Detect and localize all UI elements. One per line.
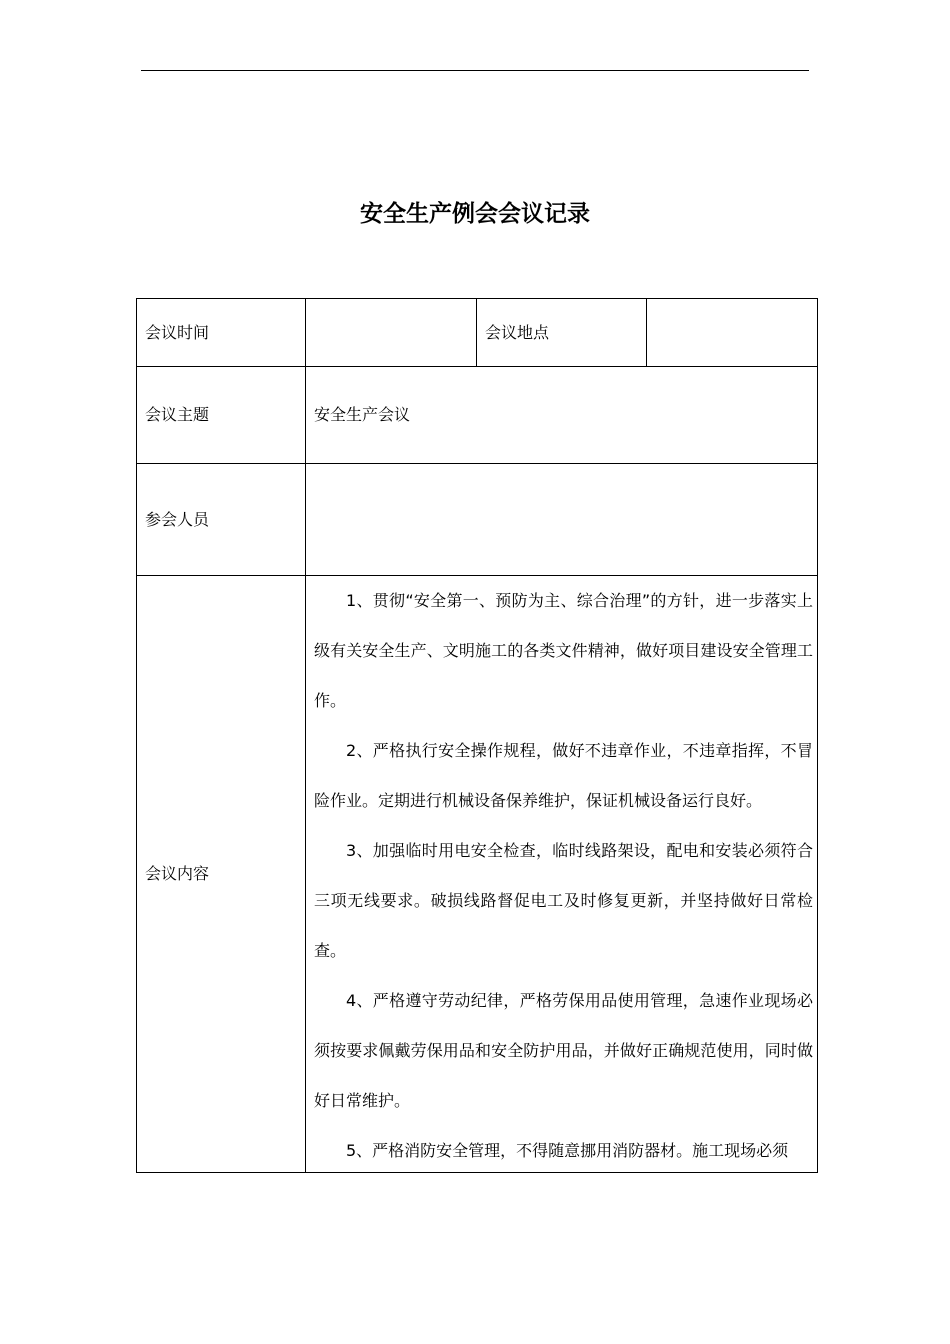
meeting-record-table	[136, 298, 818, 1173]
topic-label: 会议主题	[137, 367, 306, 464]
header-rule	[141, 70, 809, 71]
content-item-1: 1、贯彻“安全第一、预防为主、综合治理”的方针，进一步落实上级有关安全生产、文明施工的各类文件精神，做好项目建设安全管理工作。	[314, 591, 813, 710]
location-label: 会议地点	[477, 299, 647, 367]
table-row-attendees	[137, 464, 818, 576]
table-row-topic	[137, 367, 818, 464]
attendees-label: 参会人员	[137, 464, 306, 576]
content-item-2: 2、严格执行安全操作规程，做好不违章作业，不违章指挥，不冒险作业。定期进行机械设备保养维护，保证机械设备运行良好。	[314, 741, 813, 810]
table-row-content	[137, 576, 818, 1173]
content-cell	[306, 576, 818, 1173]
content-item-5: 5、严格消防安全管理，不得随意挪用消防器材。施工现场必须	[346, 1141, 789, 1160]
time-label: 会议时间	[137, 299, 306, 367]
time-value	[306, 299, 477, 367]
content-body	[314, 576, 813, 1172]
location-value	[647, 299, 818, 367]
content-item-4: 4、严格遵守劳动纪律，严格劳保用品使用管理，急速作业现场必须按要求佩戴劳保用品和安全防护用品，并做好正确规范使用，同时做好日常维护。	[314, 991, 813, 1110]
table-row-time	[137, 299, 818, 367]
document-title: 安全生产例会会议记录	[360, 201, 590, 227]
topic-value: 安全生产会议	[306, 367, 818, 464]
content-item-3: 3、加强临时用电安全检查，临时线路架设，配电和安装必须符合三项无线要求。破损线路督促电工及时修复更新，并坚持做好日常检查。	[314, 841, 813, 960]
attendees-value	[306, 464, 818, 576]
content-label: 会议内容	[137, 576, 306, 1173]
